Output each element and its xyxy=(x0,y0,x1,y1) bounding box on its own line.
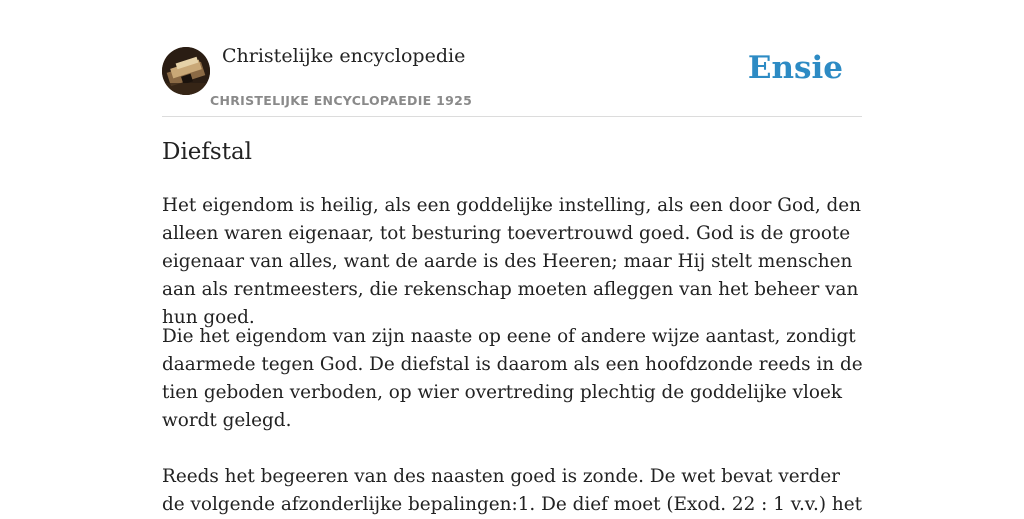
article-paragraph: Het eigendom is heilig, als een goddelijke instelling, als een door God, den alleen waren eigenaar, tot besturing toevertrouwd goed. God is de groote eigenaar van alles, want de aarde is des Heeren; maar Hij stelt menschen aan als rentmeesters, die rekenschap moeten afleggen van het beheer van hun goed. xyxy=(162,195,862,328)
article-paragraph: Reeds het begeeren van des naasten goed is zonde. De wet bevat verder de volgende afzonderlijke bepalingen:1. De dief moet (Exod. 22 : 1 v.v.) het xyxy=(162,466,862,515)
source-avatar[interactable] xyxy=(162,47,210,95)
source-subtitle[interactable]: CHRISTELIJKE ENCYCLOPAEDIE 1925 xyxy=(210,93,473,108)
entry-title: Diefstal xyxy=(162,139,253,165)
brand-logo-link[interactable]: Ensie xyxy=(747,50,843,86)
header xyxy=(162,0,862,117)
article-paragraph: Die het eigendom van zijn naaste op eene of andere wijze aantast, zondigt daarmede tegen God. De diefstal is daarom als een hoofdzonde reeds in de tien geboden verboden, op wier overtreding plechtig de goddelijke vloek wordt gelegd. xyxy=(162,326,863,431)
source-title[interactable]: Christelijke encyclopedie xyxy=(222,45,466,67)
page xyxy=(162,0,863,515)
book-thumbnail-icon xyxy=(162,47,210,95)
